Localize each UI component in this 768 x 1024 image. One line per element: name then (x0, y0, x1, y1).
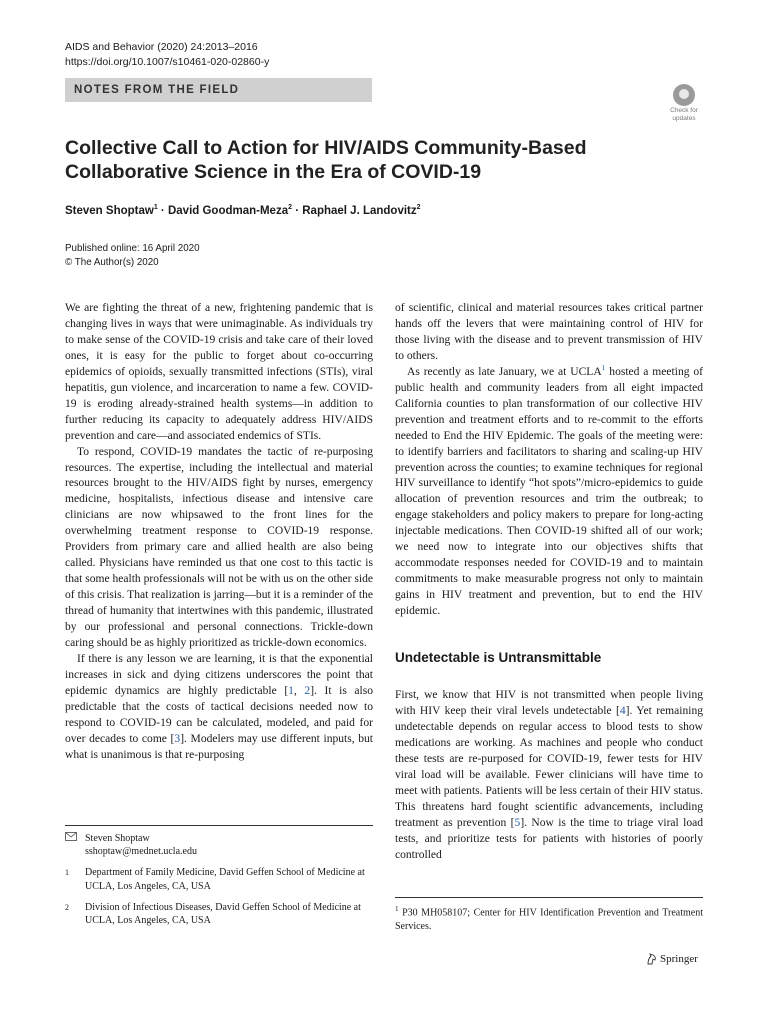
body-column-right (395, 301, 703, 864)
author-name[interactable]: Steven Shoptaw (65, 204, 154, 217)
author-list (65, 204, 421, 217)
author-affiliation: 1 (153, 204, 158, 211)
check-updates-label-2: updates (672, 115, 696, 122)
author-separator: · (157, 204, 168, 217)
check-for-updates-badge[interactable] (664, 84, 704, 124)
publisher-logo (646, 951, 698, 967)
grant-footnote (395, 897, 703, 933)
affiliation-1 (65, 866, 373, 892)
section-banner: NOTES FROM THE FIELD (65, 78, 372, 102)
envelope-icon (65, 832, 85, 858)
article-title: Collective Call to Action for HIV/AIDS Community-Based Collaborative Science in the Era of COVID-19 (65, 137, 587, 183)
paragraph: We are fighting the threat of a new, frightening pandemic that is changing lives in ways that were unimaginable. As individuals try to make sense of the COVID-19 crisis and take care of their loved ones, it is easy for the public to forget about co-occurring epidemics of opioids, sexually transmitted infections (STIs), viral hepatitis, gun violence, and incarceration to name a few. COVID-19 is eroding already-strained health systems—in addition to further reducing its capacity to adequately address HIV/AIDS prevention and care—and associated endemics of STIs. (65, 302, 373, 442)
author-affiliation: 2 (288, 204, 293, 211)
footnote-marker: 1 (395, 905, 399, 913)
corresponding-author (65, 832, 373, 858)
footnote-link[interactable]: 1 (601, 362, 606, 372)
section-heading: Undetectable is Untransmittable (395, 650, 602, 666)
check-updates-label-1: Check for (670, 107, 698, 114)
contact-name: Steven Shoptaw (85, 833, 150, 844)
check-updates-icon (673, 84, 695, 106)
citation-link[interactable]: 4 (619, 705, 626, 718)
author-footnotes (65, 825, 373, 935)
footnote-text: P30 MH058107; Center for HIV Identification Prevention and Treatment Services. (395, 907, 704, 932)
journal-citation: AIDS and Behavior (2020) 24:2013–2016 (65, 41, 258, 53)
springer-horse-icon (646, 953, 657, 965)
copyright-line: © The Author(s) 2020 (65, 257, 159, 268)
body-column-left (65, 301, 373, 764)
affiliation-text: Division of Infectious Diseases, David Geffen School of Medicine at UCLA, Los Angeles, CA, USA (85, 901, 361, 927)
affiliation-text: Department of Family Medicine, David Geffen School of Medicine at UCLA, Los Angeles, CA, USA (85, 867, 365, 892)
affiliation-marker: 1 (65, 868, 69, 878)
doi-link[interactable]: https://doi.org/10.1007/s10461-020-02860-y (65, 56, 270, 68)
citation-link[interactable]: 3 (174, 732, 181, 745)
contact-email[interactable]: sshoptaw@mednet.ucla.edu (85, 846, 197, 858)
journal-header (65, 40, 269, 70)
publisher-name: Springer (660, 953, 698, 965)
citation-link[interactable]: 5 (514, 816, 521, 829)
author-name[interactable]: David Goodman-Meza (167, 204, 289, 217)
paragraph: First, we know that HIV is not transmitted when people living with HIV keep their viral levels undetectable [4]. Yet remaining undetectable depends on regular access to blood tests to show medications are working. As machines and people who conduct these tests are re-purposed for COVID-19, fewer tests for HIV viral load will be available. Fewer clinicians will have time to meet with patients. Patients will be less certain of their HIV status. This threatens hard fought scientific advancements, including treatment as prevention [5]. Now is the time to triage viral load tests, and prioritize tests for patients with histories of poorly controlled (395, 689, 704, 861)
paragraph: If there is any lesson we are learning, it is that the exponential increases in sick and dying citizens underscores the point that epidemic dynamics are highly predictable [1, 2]. It is also predictable that the costs of tactical decisions needed now to respond to COVID-19 can be calculated, modeled, and paid for over decades to come [3]. Modelers may use different inputs, but what is unanimous is that re-purposing (65, 652, 374, 761)
affiliation-2 (65, 901, 373, 927)
published-date: Published online: 16 April 2020 (65, 243, 200, 254)
citation-link[interactable]: 1 (288, 684, 294, 697)
author-affiliation: 2 (416, 204, 421, 211)
paragraph: of scientific, clinical and material resources takes critical partner hands off the levers that were maintaining control of HIV for those living with the disease and to prevent transmission of HIV to others. (395, 302, 703, 362)
author-name[interactable]: Raphael J. Landovitz (302, 204, 417, 217)
paragraph: As recently as late January, we at UCLA$^1$ hosted a meeting of public health and community leaders from all eight impacted California counties to plan transformation of our collective HIV prevention and treatment efforts and to re-commit to the efforts needed to End the HIV Epidemic. The goals of the meeting were: to identify barriers and facilitators to sharing and scaling-up HIV prevention across the counties; to examine techniques for regional HIV surveillance to identify “hot spots”/micro-epidemics to guide allocation of prevention resources and trim the outbreak; to engage stakeholders and policy makers to prepare for long-acting injectable medications. Then COVID-19 shifted all of our work; we need now to integrate into our objectives shifts that accommodate responses needed for COVID-19 and to maintain commitments to make measurable progress not only to maintain gains in HIV treatment and prevention, but to end the HIV epidemic. (395, 362, 703, 618)
author-separator: · (292, 204, 303, 217)
paragraph: To respond, COVID-19 mandates the tactic of re-purposing resources. The expertise, including the intellectual and material resources brought to the HIV/AIDS fight by nurses, emergency medicine, hospitalists, infectious disease and intensive care clinicians are now whipsawed to the front lines for the overwhelming treatment response to COVID-19 response. Providers from primary care and allied health are also being called. Physicians have reminded us that one cost to this tactic is that some health professionals will not be with us on the other side of this crisis. That realization is jarring—but it is a reminder of the thread of humanity that intertwines with this pandemic, illustrated by our professional and personal connections. Trickle-down caring should be as highly prioritized as trickle-down economics. (65, 445, 373, 650)
affiliation-marker: 2 (65, 902, 69, 912)
publication-info (65, 242, 200, 270)
citation-link[interactable]: 2 (304, 684, 311, 697)
